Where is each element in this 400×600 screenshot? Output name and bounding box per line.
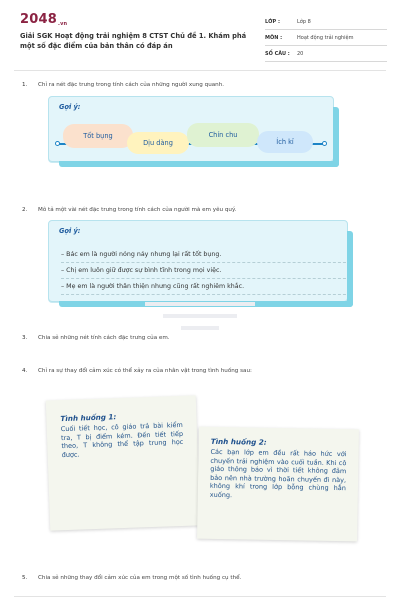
trait-pill (257, 131, 313, 153)
situation-card-2 (197, 427, 359, 542)
question-5 (22, 575, 241, 581)
meta-key: LỚP : (265, 18, 280, 25)
hint-list-item: – Bác em là người nóng nảy nhưng lại rất tốt bụng. (61, 247, 351, 263)
situation-title: Tình huống 1: (60, 412, 117, 424)
meta-value: 20 (297, 50, 304, 57)
question-text: Chia sẻ những thay đổi cảm xúc của em trong một số tình huống cụ thể. (38, 575, 242, 581)
situation-card-1 (46, 395, 200, 530)
question-4 (22, 368, 252, 374)
document-title: Giải SGK Hoạt động trải nghiệm 8 CTST Chủ đề 1. Khám phá một số đặc điểm của bản thân có đáp án (20, 32, 247, 50)
watermark-logo (145, 292, 255, 350)
meta-value: Hoạt động trải nghiệm (297, 34, 354, 41)
question-number: 3. (22, 335, 28, 341)
logo-suffix: .vn (57, 21, 68, 27)
trait-label: Chín chu (208, 131, 238, 139)
document-meta (265, 14, 387, 62)
logo-text: 2048 (20, 12, 57, 27)
question-2 (22, 207, 236, 213)
hint-list-item: – Mẹ em là người thân thiện nhưng cũng rất nghiêm khắc. (61, 279, 351, 295)
hint-list-item: – Chị em luôn giữ được sự bình tĩnh trong mọi việc. (61, 263, 351, 279)
question-text: Chỉ ra nét đặc trưng trong tính cách của những người xung quanh. (38, 82, 225, 88)
question-text: Chia sẻ những nét tính cách đặc trưng của em. (38, 335, 170, 341)
meta-key: SỐ CÂU : (265, 50, 290, 57)
meta-key: MÔN : (265, 34, 283, 41)
situation-body: Các bạn lớp em đều rất háo hức với chuyến trải nghiệm vào cuối tuần. Khi cô giáo thông báo vì thời tiết không đảm bảo nên nhà trường hoãn chuyến đi này, không khí trong lớp bỗng chùng hẳn xuống. (209, 447, 347, 500)
question-number: 5. (22, 575, 28, 581)
connector-dot-right (322, 141, 327, 146)
question-number: 1. (22, 82, 28, 88)
meta-row-grade (265, 14, 387, 30)
situation-body: Cuối tiết học, cô giáo trả bài kiểm tra, T bị điểm kém. Đến tiết tiếp theo, T không thể tập trung học được. (60, 420, 184, 459)
question-number: 4. (22, 368, 28, 374)
hint-box-1 (48, 96, 334, 162)
hint-accent-strip (59, 161, 339, 167)
question-3 (22, 335, 170, 341)
hint-title: Gợi ý: (59, 103, 81, 111)
trait-pill (187, 123, 259, 147)
meta-value: Lớp 8 (297, 18, 311, 25)
trait-label: Ích kỉ (276, 138, 294, 146)
trait-label: Tốt bụng (83, 132, 113, 140)
question-number: 2. (22, 207, 28, 213)
footer-divider (14, 596, 386, 597)
question-1 (22, 82, 224, 88)
meta-row-count (265, 46, 387, 62)
question-text: Mô tả một vài nét đặc trưng trong tính cách của người mà em yêu quý. (38, 207, 237, 213)
question-text: Chỉ ra sự thay đổi cảm xúc có thể xảy ra của nhân vật trong tình huống sau: (38, 368, 252, 374)
trait-pill (63, 124, 133, 148)
header-divider (14, 70, 386, 71)
meta-row-subject (265, 30, 387, 46)
hint-title: Gợi ý: (59, 227, 81, 235)
connector-dot-left (55, 141, 60, 146)
hint-list (61, 247, 351, 295)
trait-label: Dịu dàng (143, 139, 173, 147)
site-logo[interactable] (20, 12, 67, 27)
situation-title: Tình huống 2: (210, 436, 267, 447)
hint-box-2 (48, 220, 348, 302)
document-header (14, 12, 386, 62)
trait-pill (127, 132, 189, 154)
